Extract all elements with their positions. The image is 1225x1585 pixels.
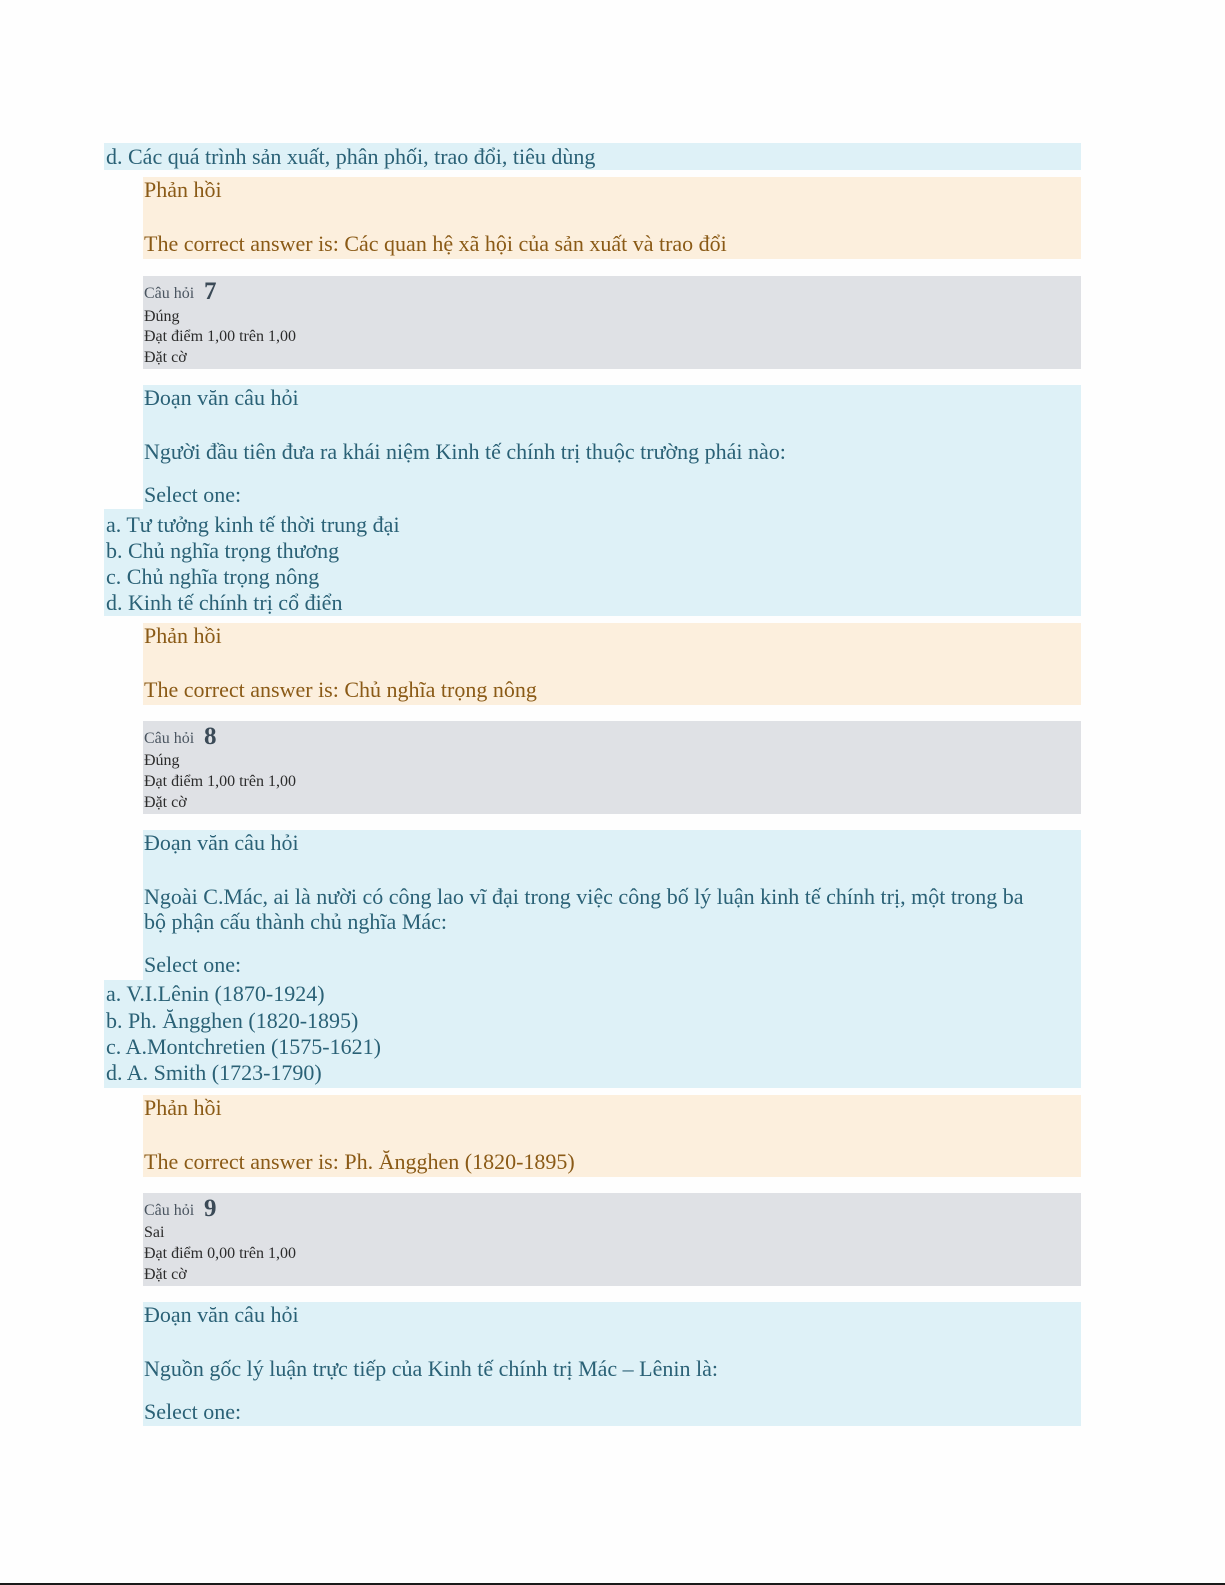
answer-option-a[interactable]: a. V.I.Lênin (1870-1924) — [106, 981, 325, 1006]
q9-text-box — [143, 1302, 1081, 1426]
question-text: Nguồn gốc lý luận trực tiếp của Kinh tế chính trị Mác – Lênin là: — [144, 1356, 718, 1381]
q8-info-box — [143, 721, 1081, 814]
select-one-label: Select one: — [144, 482, 242, 507]
q7-info-box — [143, 276, 1081, 369]
question-text-heading: Đoạn văn câu hỏi — [144, 385, 299, 410]
feedback-text: The correct answer is: Chủ nghĩa trọng nông — [144, 677, 537, 702]
flag-question-link[interactable]: Đặt cờ — [144, 794, 187, 811]
prev-feedback-box — [143, 177, 1081, 259]
question-number: 8 — [204, 723, 217, 750]
question-label: Câu hỏi — [144, 285, 195, 302]
question-text-line-1: Ngoài C.Mác, ai là nười có công lao vĩ đại trong việc công bố lý luận kinh tế chính trị, một trong ba — [144, 884, 1024, 909]
question-label: Câu hỏi — [144, 730, 195, 747]
select-one-label: Select one: — [144, 952, 242, 977]
question-score: Đạt điểm 0,00 trên 1,00 — [144, 1245, 296, 1262]
question-text-heading: Đoạn văn câu hỏi — [144, 1302, 299, 1327]
prev-option-d-row[interactable] — [104, 143, 1081, 170]
question-status: Đúng — [144, 308, 180, 325]
q8-answer-list — [104, 980, 1081, 1088]
answer-option-d[interactable]: d. A. Smith (1723-1790) — [106, 1060, 322, 1085]
feedback-text: The correct answer is: Ph. Ăngghen (1820-1895) — [144, 1149, 575, 1174]
question-number: 9 — [204, 1195, 217, 1222]
question-text: Người đầu tiên đưa ra khái niệm Kinh tế chính trị thuộc trường phái nào: — [144, 439, 786, 464]
question-score: Đạt điểm 1,00 trên 1,00 — [144, 773, 296, 790]
question-score: Đạt điểm 1,00 trên 1,00 — [144, 328, 296, 345]
q8-feedback-box — [143, 1095, 1081, 1177]
q8-text-box — [143, 830, 1081, 980]
answer-option-c[interactable]: c. Chủ nghĩa trọng nông — [106, 564, 320, 589]
feedback-text: The correct answer is: Các quan hệ xã hội của sản xuất và trao đổi — [144, 231, 727, 256]
question-number: 7 — [204, 278, 217, 305]
answer-option-a[interactable]: a. Tư tưởng kinh tế thời trung đại — [106, 512, 400, 537]
flag-question-link[interactable]: Đặt cờ — [144, 349, 187, 366]
q9-info-box — [143, 1193, 1081, 1286]
flag-question-link[interactable]: Đặt cờ — [144, 1266, 187, 1283]
feedback-heading: Phản hồi — [144, 623, 222, 648]
answer-option-d[interactable]: d. Kinh tế chính trị cổ điển — [106, 590, 343, 615]
q7-text-box — [143, 385, 1081, 509]
q7-feedback-box — [143, 623, 1081, 705]
question-label: Câu hỏi — [144, 1202, 195, 1219]
q7-answer-list — [104, 509, 1081, 616]
answer-option-b[interactable]: b. Ph. Ăngghen (1820-1895) — [106, 1008, 359, 1033]
question-status: Sai — [144, 1224, 165, 1241]
prev-option-d[interactable]: d. Các quá trình sản xuất, phân phối, trao đổi, tiêu dùng — [106, 144, 596, 169]
question-text-heading: Đoạn văn câu hỏi — [144, 830, 299, 855]
answer-option-c[interactable]: c. A.Montchretien (1575-1621) — [106, 1034, 381, 1059]
feedback-heading: Phản hồi — [144, 1095, 222, 1120]
question-text-line-2: bộ phận cấu thành chủ nghĩa Mác: — [144, 909, 448, 934]
select-one-label: Select one: — [144, 1399, 242, 1424]
question-status: Đúng — [144, 752, 180, 769]
feedback-heading: Phản hồi — [144, 177, 222, 202]
answer-option-b[interactable]: b. Chủ nghĩa trọng thương — [106, 538, 340, 563]
